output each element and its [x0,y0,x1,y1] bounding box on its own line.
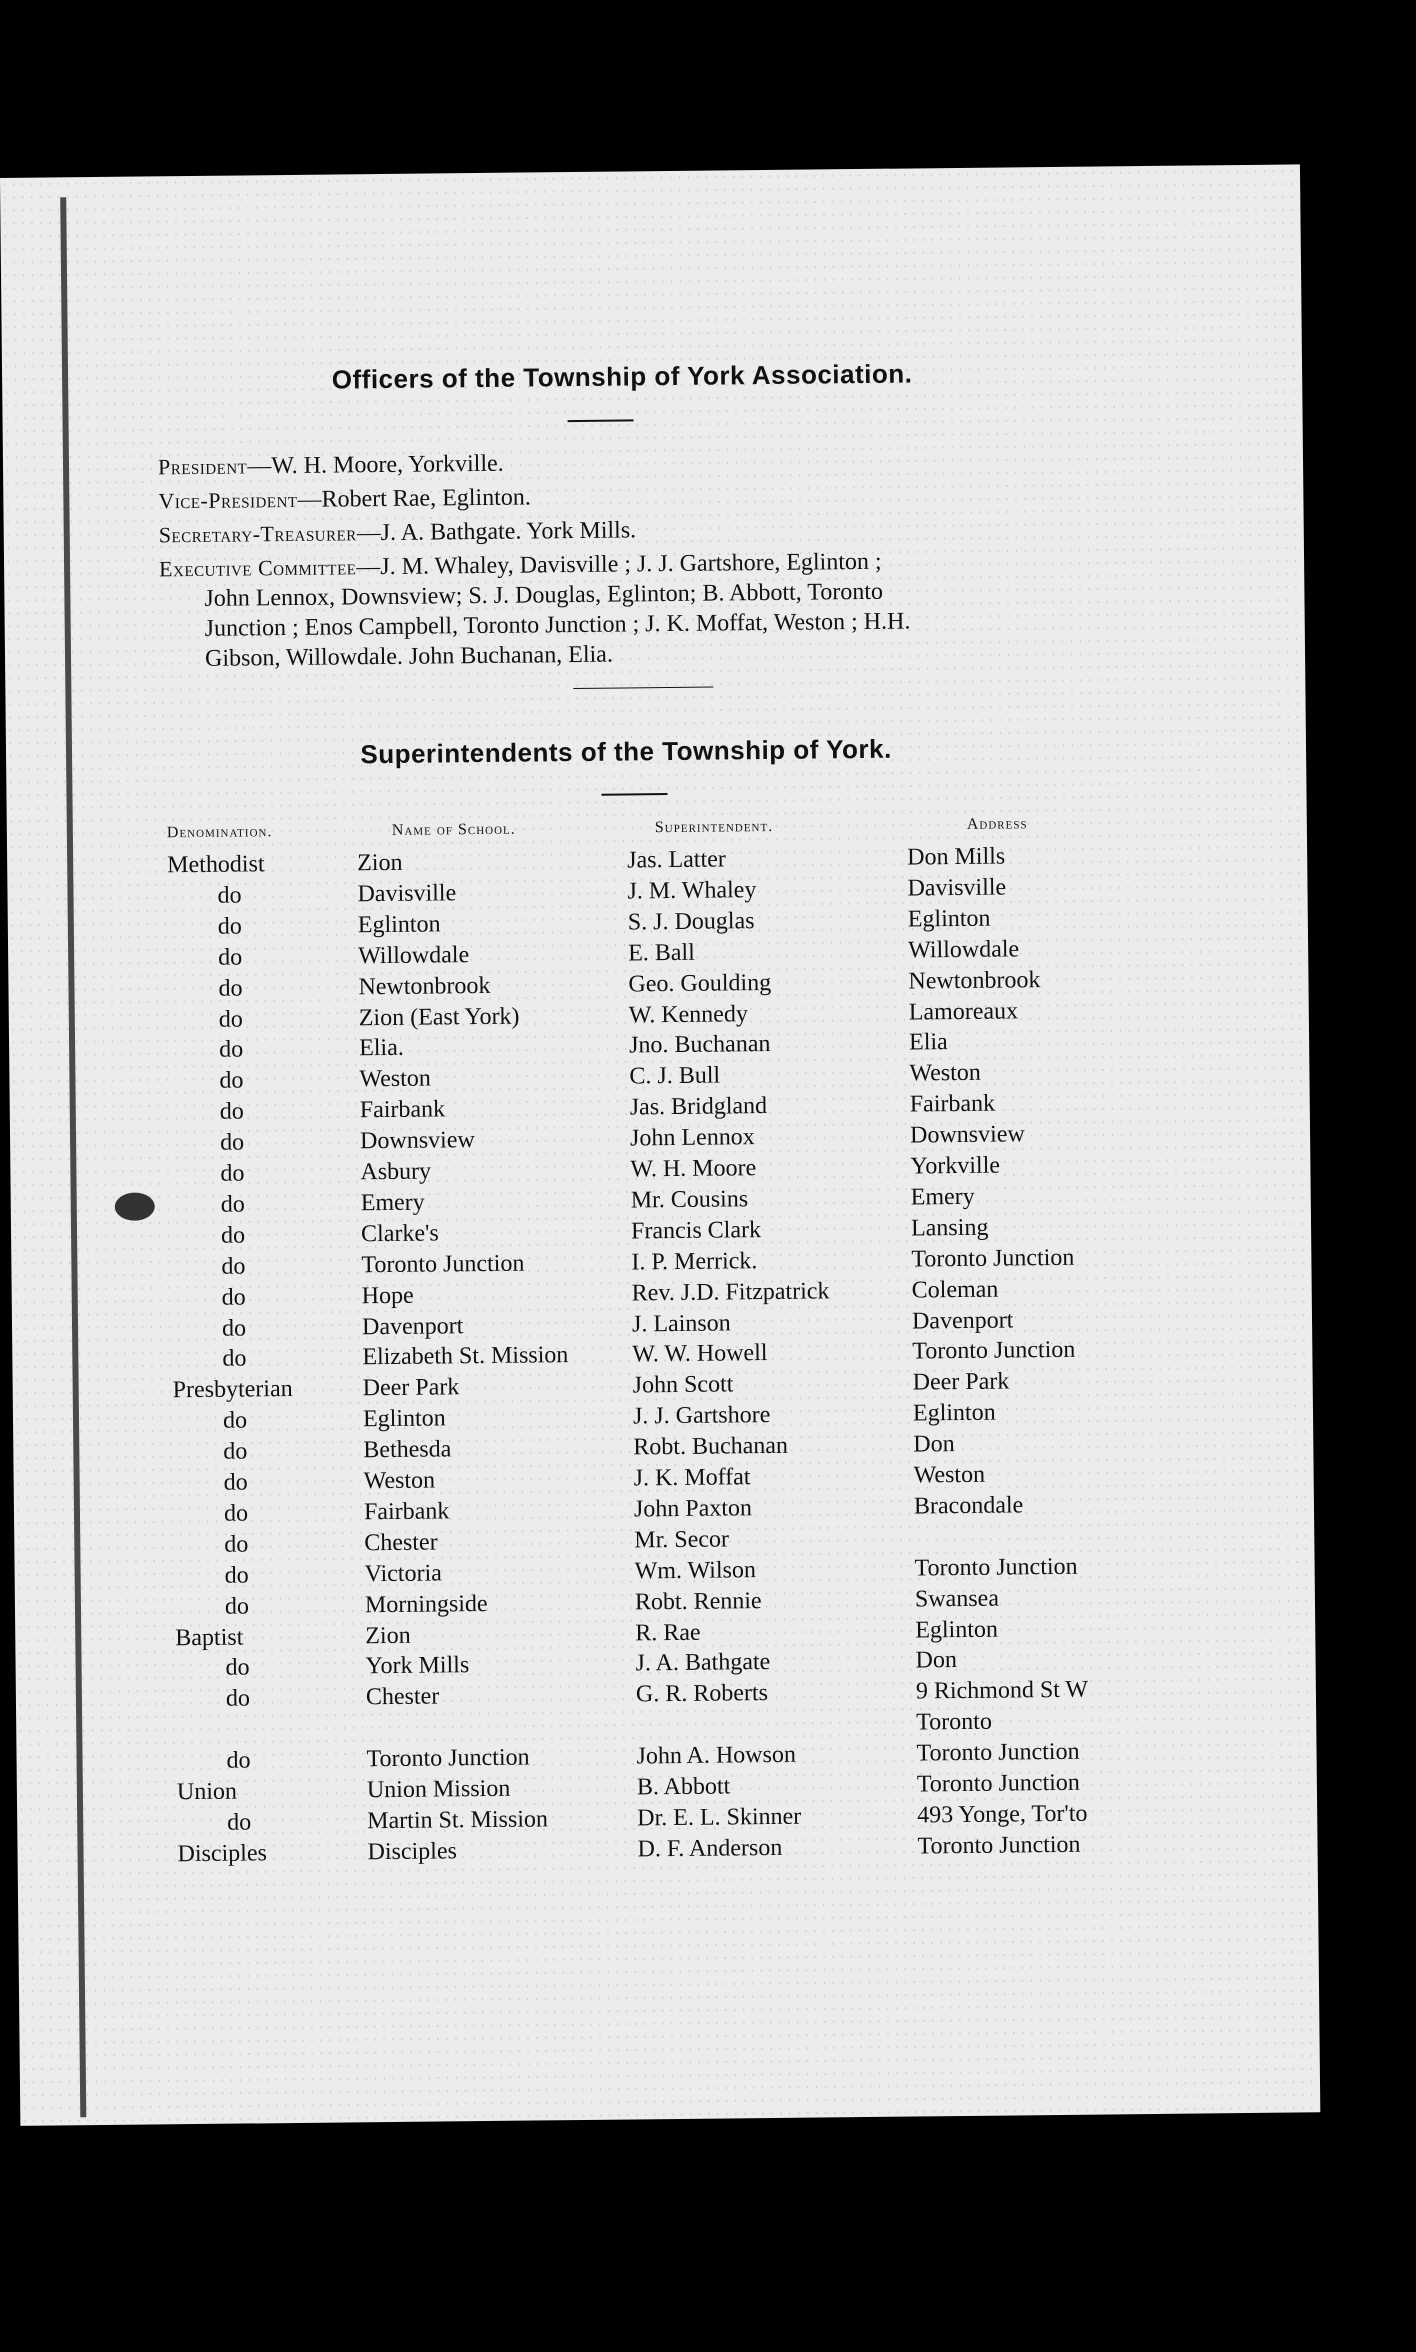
address-cell: Weston [913,1461,986,1489]
school-cell: Chester [364,1529,438,1557]
school-cell: Asbury [360,1158,432,1186]
school-cell: Emery [360,1189,425,1217]
superintendent-cell: Francis Clark [630,1216,762,1245]
school-cell: Weston [363,1467,436,1495]
superintendent-cell: J. Lainson [631,1309,731,1337]
denomination-cell: do [220,1160,245,1187]
header-address: Address [966,815,1028,833]
denomination-cell: do [219,1098,244,1125]
superintendent-cell: W. H. Moore [630,1155,757,1183]
superintendent-cell: Wm. Wilson [634,1556,757,1585]
denomination-cell: do [219,1067,244,1095]
denomination-cell: do [224,1531,249,1558]
exec-line-1: J. M. Whaley, Davisville ; J. J. Gartshore, Eglinton ; [380,548,882,581]
school-cell: Weston [359,1065,431,1093]
header-denomination: Denomination. [166,823,273,842]
denomination-cell: do [225,1654,250,1682]
school-cell: Union Mission [366,1775,511,1804]
address-cell: Don [913,1431,955,1458]
address-cell: Elia [908,1029,948,1056]
address-cell: Don [915,1647,958,1674]
address-cell: Davisville [907,874,1007,902]
address-cell: Toronto Junction [917,1831,1081,1860]
address-cell: Swansea [914,1585,1000,1613]
header-school: Name of School. [391,820,516,839]
school-cell: Toronto Junction [361,1250,525,1278]
school-cell: Eglinton [357,911,441,939]
document-page [0,164,1320,2126]
address-cell: Fairbank [909,1090,996,1118]
address-cell: Toronto [916,1708,993,1736]
superintendent-cell: Jno. Buchanan [628,1031,771,1059]
school-cell: Davenport [361,1312,464,1340]
denomination-cell: do [220,1222,246,1249]
school-cell: Fairbank [363,1498,450,1526]
superintendent-cell: Mr. Cousins [630,1186,749,1214]
denomination-cell: do [221,1284,246,1311]
address-cell: Willowdale [908,936,1020,964]
address-cell: 493 Yonge, Tor'to [917,1800,1088,1829]
denomination-cell: do [223,1469,248,1496]
school-cell: Hope [361,1282,414,1309]
school-cell: Clarke's [360,1220,439,1248]
denomination-cell: do [227,1809,252,1836]
denomination-cell: do [224,1562,249,1589]
address-cell: Toronto Junction [916,1738,1080,1767]
exec-label: Executive Committee [158,554,357,582]
address-cell: Emery [910,1183,975,1211]
denomination-cell: do [225,1685,251,1713]
superintendent-cell: R. Rae [635,1619,701,1646]
president-label: President [157,453,248,480]
superintendent-cell: Jas. Latter [627,846,726,874]
denomination-cell: do [217,913,242,940]
officer-executive-committee: Executive Committee—J. M. Whaley, Davisville ; J. J. Gartshore, Eglinton ; [158,548,882,582]
denomination-cell: Disciples [177,1840,268,1868]
superintendent-cell: Geo. Goulding [628,969,772,998]
address-cell: Yorkville [910,1152,1001,1180]
address-cell: Eglinton [915,1616,999,1643]
superintendent-cell: John Scott [632,1371,734,1399]
address-cell: Bracondale [913,1492,1024,1520]
school-cell: Toronto Junction [366,1744,530,1773]
school-cell: York Mills [365,1652,470,1680]
superintendent-cell: J. K. Moffat [633,1464,751,1492]
superintendent-cell: E. Ball [628,939,695,967]
address-cell: Eglinton [912,1399,996,1427]
address-cell: Newtonbrook [908,966,1041,995]
school-cell: Zion (East York) [358,1003,520,1031]
school-cell: Martin St. Mission [367,1806,549,1835]
school-cell: Willowdale [358,941,470,969]
sectreas-value: J. A. Bathgate. York Mills. [380,517,637,547]
officer-vice-president: Vice-President—Robert Rae, Eglinton. [158,484,531,514]
school-cell: Fairbank [359,1096,446,1124]
school-cell: Elia. [359,1035,404,1062]
superintendent-cell: W. W. Howell [632,1340,768,1368]
address-cell: Davenport [911,1306,1014,1335]
sectreas-label: Secretary-Treasurer [158,520,357,548]
denomination-cell: do [218,975,243,1002]
denomination-cell: Union [176,1778,238,1806]
superintendent-cell: Dr. E. L. Skinner [637,1803,802,1832]
superintendent-cell: John Lennox [629,1124,755,1152]
school-cell: Downsview [359,1127,475,1155]
denomination-cell: do [226,1747,251,1774]
denomination-cell: do [222,1345,247,1373]
denomination-cell: do [221,1253,246,1280]
denomination-cell: do [219,1129,245,1156]
superintendent-cell: Rev. J.D. Fitzpatrick [631,1277,830,1307]
superintendent-cell: G. R. Roberts [635,1680,769,1708]
superintendent-cell: Robt. Buchanan [633,1432,789,1461]
vice-value: Robert Rae, Eglinton. [321,484,531,513]
superintendent-cell: C. J. Bull [629,1062,721,1090]
officer-secretary-treasurer: Secretary-Treasurer—J. A. Bathgate. York Mills. [158,517,637,548]
superintendent-cell: B. Abbott [636,1773,731,1801]
superintendents-title: Superintendents of the Township of York. [360,733,892,770]
denomination-cell: do [223,1438,248,1465]
denomination-cell: do [223,1500,249,1527]
address-cell: Lansing [910,1214,989,1242]
superintendent-cell: S. J. Douglas [627,907,755,936]
denomination-cell: do [217,882,242,909]
denomination-cell: do [224,1593,250,1620]
superintendent-cell: J. A. Bathgate [635,1649,771,1677]
denomination-cell: do [218,1006,243,1033]
denomination-cell: do [219,1036,244,1064]
school-cell: Victoria [364,1560,442,1587]
superintendent-cell: John Paxton [633,1495,753,1523]
denomination-cell: do [221,1314,247,1342]
school-cell: Disciples [367,1838,458,1866]
school-cell: Zion [365,1622,411,1649]
address-cell: Lamoreaux [908,997,1019,1026]
address-cell: 9 Richmond St W [915,1676,1089,1705]
superintendent-cell: W. Kennedy [628,1000,749,1028]
address-cell: Downsview [909,1121,1025,1149]
exec-line-3: Junction ; Enos Campbell, Toronto Junction ; J. K. Moffat, Weston ; H.H. [204,608,911,642]
header-superintendent: Superintendent. [654,817,774,837]
school-cell: Newtonbrook [358,972,491,1000]
school-cell: Elizabeth St. Mission [362,1342,569,1371]
school-cell: Deer Park [362,1374,460,1402]
denomination-cell: do [222,1407,248,1434]
address-cell: Toronto Junction [916,1769,1080,1798]
school-cell: Eglinton [362,1405,446,1433]
address-cell: Don Mills [907,843,1006,871]
address-cell: Toronto Junction [911,1244,1075,1273]
president-value: W. H. Moore, Yorkville. [271,450,504,480]
denomination-cell: Methodist [167,851,265,879]
address-cell: Coleman [911,1276,999,1304]
denomination-cell: Presbyterian [172,1376,293,1404]
superintendent-cell: I. P. Merrick. [631,1247,758,1276]
address-cell: Eglinton [907,905,991,933]
superintendent-cell: D. F. Anderson [637,1834,783,1863]
exec-line-4: Gibson, Willowdale. John Buchanan, Elia. [204,641,614,672]
address-cell: Toronto Junction [912,1337,1076,1365]
exec-line-2: John Lennox, Downsview; S. J. Douglas, Eglinton; B. Abbott, Toronto [204,578,884,612]
school-cell: Davisville [357,880,457,908]
superintendent-cell: J. J. Gartshore [632,1402,771,1430]
address-cell: Toronto Junction [914,1553,1078,1582]
school-cell: Chester [365,1683,440,1711]
superintendent-cell: Jas. Bridgland [629,1093,768,1121]
association-title: Officers of the Township of York Association. [331,358,913,395]
denomination-cell: Baptist [175,1624,244,1651]
denomination-cell: do [218,944,243,971]
officer-president: President—W. H. Moore, Yorkville. [157,450,504,480]
school-cell: Zion [357,849,403,877]
superintendent-cell: John A. Howson [636,1741,797,1770]
address-cell: Weston [909,1060,981,1087]
superintendent-cell: J. M. Whaley [627,877,757,905]
superintendent-cell: Mr. Secor [634,1526,730,1554]
school-cell: Bethesda [363,1436,452,1464]
address-cell: Deer Park [912,1368,1010,1396]
vice-label: Vice-President [158,486,298,514]
denomination-cell: do [220,1191,245,1218]
superintendent-cell: Robt. Rennie [634,1587,762,1616]
school-cell: Morningside [364,1590,488,1618]
